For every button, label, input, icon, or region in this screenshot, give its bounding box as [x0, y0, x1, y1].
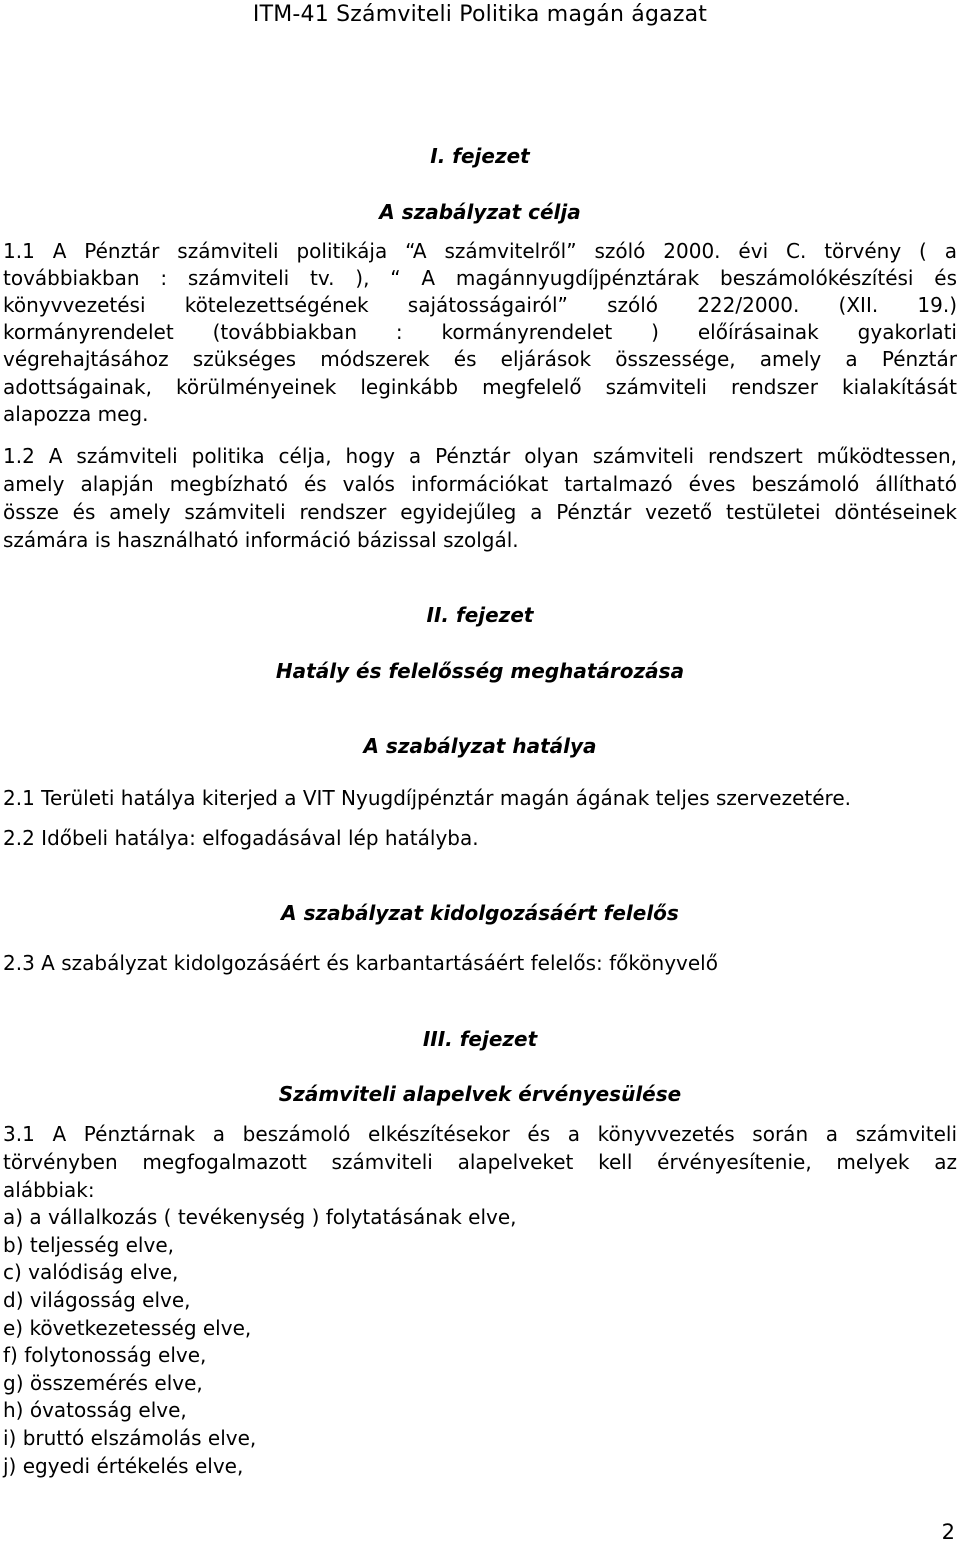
chapter-2-title: Hatály és felelősség meghatározása	[275, 659, 685, 683]
paragraph-line: alapozza meg.	[3, 402, 149, 426]
paragraph-line: könyvvezetési kötelezettségének sajátosságairól” szóló 222/2000. (XII. 19.)	[3, 293, 957, 317]
chapter-1-title: A szabályzat célja	[379, 200, 581, 224]
item-2-3: 2.3 A szabályzat kidolgozásáért és karbantartásáért felelős: főkönyvelő	[3, 951, 718, 975]
section-responsible-title: A szabályzat kidolgozásáért felelős	[281, 901, 679, 925]
chapter-2-number: II. fejezet	[426, 603, 534, 627]
list-item: f) folytonosság elve,	[3, 1343, 207, 1367]
list-item: g) összemérés elve,	[3, 1371, 203, 1395]
list-item: e) következetesség elve,	[3, 1316, 252, 1340]
list-item: a) a vállalkozás ( tevékenység ) folytatásának elve,	[3, 1205, 517, 1229]
item-2-2: 2.2 Időbeli hatálya: elfogadásával lép hatályba.	[3, 826, 479, 850]
paragraph-line: adottságainak, körülményeinek leginkább megfelelő számviteli rendszer kialakítását	[3, 375, 957, 399]
list-item: b) teljesség elve,	[3, 1233, 174, 1257]
section-scope-title: A szabályzat hatálya	[363, 734, 597, 758]
paragraph-line: kormányrendelet (továbbiakban : kormányrendelet ) előírásainak gyakorlati	[3, 320, 957, 344]
list-item: h) óvatosság elve,	[3, 1398, 187, 1422]
list-item: c) valódiság elve,	[3, 1260, 179, 1284]
page-number: 2	[941, 1520, 955, 1544]
paragraph-line: amely alapján megbízható és valós információkat tartalmazó éves beszámoló állítható	[3, 472, 957, 496]
paragraph-line: számára is használható információ bázissal szolgál.	[3, 528, 519, 552]
chapter-3-title: Számviteli alapelvek érvényesülése	[278, 1082, 682, 1106]
paragraph-line: össze és amely számviteli rendszer egyidejűleg a Pénztár vezető testületei döntéseinek	[3, 500, 957, 524]
item-2-1: 2.1 Területi hatálya kiterjed a VIT Nyugdíjpénztár magán ágának teljes szervezetére.	[3, 786, 851, 810]
list-item: d) világosság elve,	[3, 1288, 191, 1312]
paragraph-line: alábbiak:	[3, 1178, 95, 1202]
paragraph-line: 1.1 A Pénztár számviteli politikája “A számvitelről” szóló 2000. évi C. törvény ( a	[3, 239, 957, 263]
paragraph-line: továbbiakban : számviteli tv. ), “ A magánnyugdíjpénztárak beszámolókészítési és	[3, 266, 957, 290]
paragraph-line: 3.1 A Pénztárnak a beszámoló elkészítésekor és a könyvvezetés során a számviteli	[3, 1122, 957, 1146]
list-item: j) egyedi értékelés elve,	[3, 1454, 244, 1478]
running-header: ITM-41 Számviteli Politika magán ágazat	[252, 2, 708, 27]
paragraph-line: végrehajtásához szükséges módszerek és eljárások összessége, amely a Pénztár	[3, 347, 957, 371]
chapter-3-number: III. fejezet	[422, 1027, 538, 1051]
paragraph-line: 1.2 A számviteli politika célja, hogy a Pénztár olyan számviteli rendszert működtessen,	[3, 444, 957, 468]
paragraph-line: törvényben megfogalmazott számviteli alapelveket kell érvényesítenie, melyek az	[3, 1150, 957, 1174]
chapter-1-number: I. fejezet	[430, 144, 530, 168]
list-item: i) bruttó elszámolás elve,	[3, 1426, 257, 1450]
